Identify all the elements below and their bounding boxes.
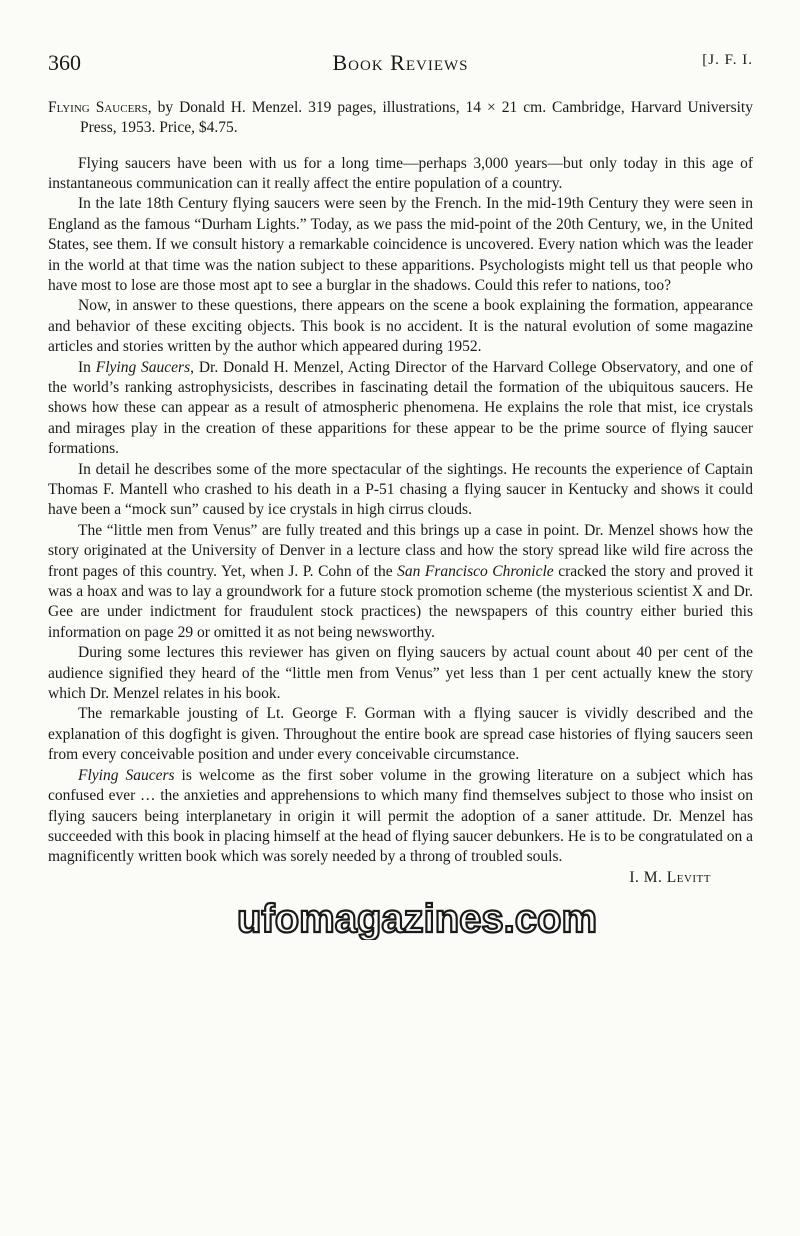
reviewer-signature: I. M. Levitt: [629, 868, 711, 886]
watermark-text: ufomagazines.com: [236, 897, 598, 940]
paragraph-6-lead: The “little men from Venus” are fully treated and this brings up a case in point. Dr. Menzel shows how the story originated at the University of Denver in a lecture class and how the story spread like wild fire across the front pages of this country. Yet, when J. P. Cohn of the: [48, 521, 753, 580]
paragraph-9-rest: is welcome as the first sober volume in the growing literature on a subject which has confused ever … the anxieties and apprehensions to which many find themselves subject to those who insist on flying saucers being interplanetary in origin it will permit the adoption of a saner attitude. Dr. Menzel has succeeded with this book in placing himself at the head of flying saucer debunkers. He is to be congratulated on a magnificently written book which was sorely needed by a throng of troubled souls.: [48, 766, 753, 866]
review-body: [48, 154, 753, 888]
book-details: , by Donald H. Menzel. 319 pages, illustrations, 14 × 21 cm. Cambridge, Harvard University Press, 1953. Price, $4.75.: [80, 99, 753, 136]
page-header: [48, 50, 753, 80]
book-citation: [48, 98, 753, 138]
paragraph-1: Flying saucers have been with us for a long time—perhaps 3,000 years—but only today in this age of instantaneous communication can it really affect the entire population of a country.: [48, 154, 753, 192]
paragraph-5: In detail he describes some of the more spectacular of the sightings. He recounts the experience of Captain Thomas F. Mantell who crashed to his death in a P-51 chasing a flying saucer in Kentucky and shows it could have been a “mock sun” caused by ice crystals in high cirrus clouds.: [48, 460, 753, 519]
paragraph-2: In the late 18th Century flying saucers were seen by the French. In the mid-19th Century they were seen in England as the famous “Durham Lights.” Today, as we pass the mid-point of the 20th Century, we, in the United States, see them. If we consult history a remarkable coincidence is uncovered. Every nation which was the leader in the world at that time was the nation subject to these apparitions. Psychologists might tell us that people who have most to lose are those most apt to see a burglar in the shadows. Could this refer to nations, too?: [48, 195, 753, 294]
journal-abbreviation: [J. F. I.: [702, 52, 753, 68]
paragraph-6: [48, 521, 753, 643]
section-title: Book Reviews: [332, 50, 469, 75]
paragraph-3: Now, in answer to these questions, there appears on the scene a book explaining the formation, appearance and behavior of these exciting objects. This book is no accident. It is the natural evolution of some magazine articles and stories written by the author which appeared during 1952.: [48, 297, 753, 356]
paragraph-9-book-title: Flying Saucers: [78, 766, 175, 784]
paragraph-4-book-title: Flying Saucers: [95, 358, 191, 376]
paragraph-6-rest: cracked the story and proved it was a hoax and was to lay a groundwork for a future stock promotion scheme (the mysterious scientist X and Dr. Gee are under indictment for fraudulent stock practices) the newspapers of this country either buried this information on page 29 or omitted it as not being newsworthy.: [48, 562, 754, 641]
book-title: Flying Saucers: [48, 99, 148, 116]
paragraph-4: [48, 358, 753, 460]
paragraph-4-rest: , Dr. Donald H. Menzel, Acting Director of the Harvard College Observatory, and one of the world’s ranking astrophysicists, describes in fascinating detail the formation of the ubiquitous saucers. He shows how these can appear as a result of atmospheric phenomena. He explains the role that mist, ice crystals and mirages play in the creation of these apparitions for these appear to be the prime source of flying saucer formations.: [48, 358, 753, 458]
paragraph-7: During some lectures this reviewer has given on flying saucers by actual count about 40 per cent of the audience signified they heard of the “little men from Venus” yet less than 1 per cent actually knew the story which Dr. Menzel relates in his book.: [48, 644, 753, 703]
paragraph-9: [48, 766, 753, 868]
paragraph-8: The remarkable jousting of Lt. George F. Gorman with a flying saucer is vividly described and the explanation of this dogfight is given. Throughout the entire book are spread case histories of flying saucers seen from every conceivable position and under every conceivable circumstance.: [48, 705, 753, 764]
page: [48, 50, 753, 903]
paragraph-6-newspaper: San Francisco Chronicle: [397, 562, 554, 580]
paragraph-4-lead: In: [78, 358, 96, 376]
page-number: 360: [48, 50, 81, 75]
